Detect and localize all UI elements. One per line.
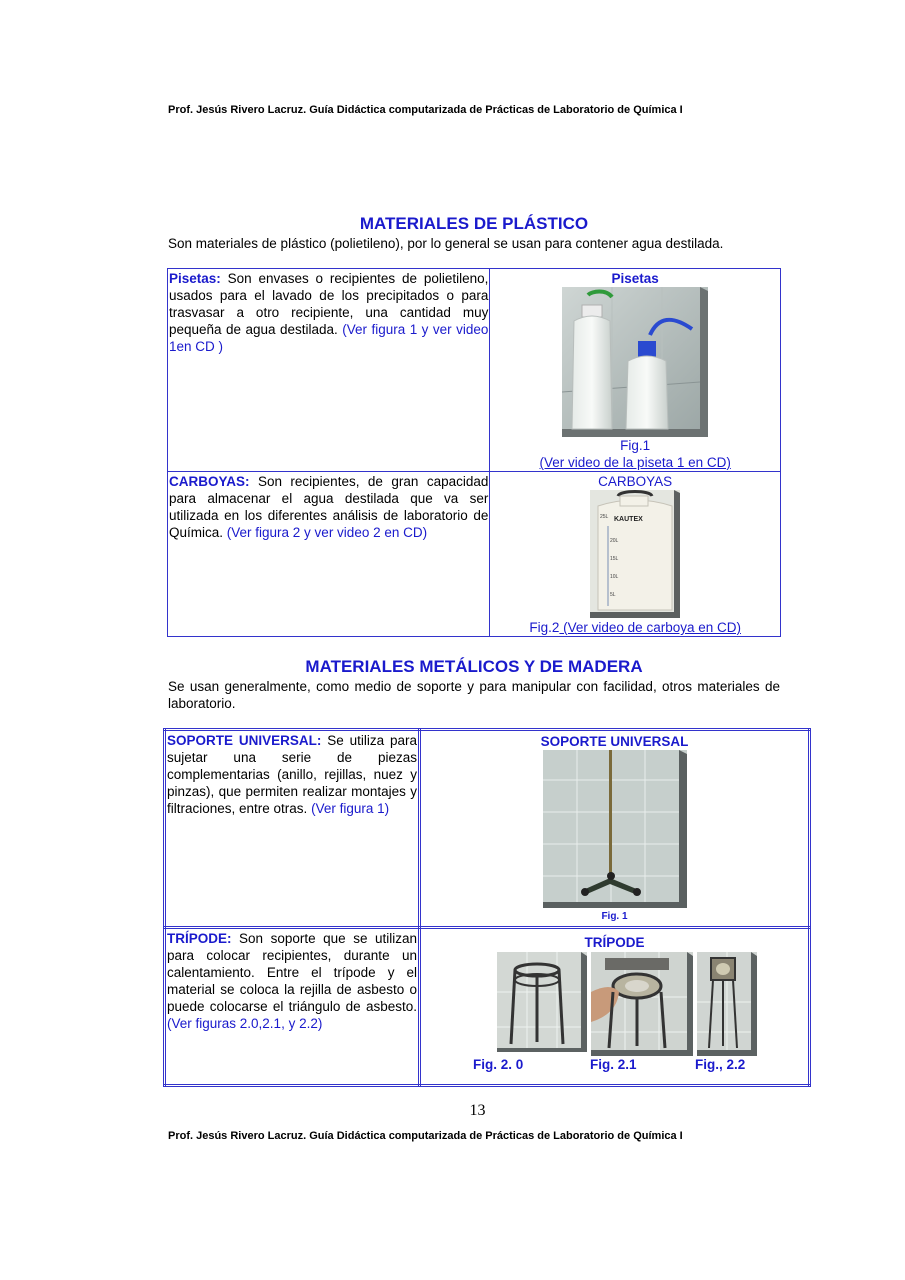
carboya-fig-number: Fig.2 [529,620,560,635]
carboya-brand-label: KAUTEX [614,516,643,523]
metal-section-intro: Se usan generalmente, como medio de soporte y para manipular con facilidad, otros materiales de laboratorio. [168,679,780,711]
tripode-photo-2-2 [697,952,757,1056]
piseta-image-title: Pisetas [611,271,659,286]
carboya-image-title: CARBOYAS [598,474,673,489]
metal-materials-table [163,728,811,1087]
carboya-mark: 20L [610,538,619,544]
tripode-description [165,928,420,1086]
carboya-text: Son recipientes, de gran capacidad para almacenar el agua destilada que va ser utilizada en los diferentes análisis de laboratorio de Química. [169,474,489,540]
soporte-figure-caption: Fig. 1 [601,911,628,922]
piseta-figure-cell [490,269,781,472]
table-row [168,472,781,637]
table-row [165,928,810,1086]
piseta-video-link[interactable]: (Ver video de la piseta 1 en CD) [539,455,731,470]
carboya-reference-link[interactable]: (Ver figura 2 y ver video 2 en CD) [226,525,428,540]
carboya-video-link[interactable]: (Ver video de carboya en CD) [559,620,741,635]
carboya-mark: 25L [600,514,609,520]
carboya-figure-cell [490,472,781,637]
page-footer: Prof. Jesús Rivero Lacruz. Guía Didáctica computarizada de Prácticas de Laboratorio de Química I [168,1130,683,1142]
carboya-term: CARBOYAS: [169,474,250,489]
carboya-figure-caption [490,619,780,636]
tripode-caption-2-1: Fig. 2.1 [590,1057,637,1072]
carboya-mark: 15L [610,556,619,562]
tripode-term: TRÍPODE: [167,931,232,946]
piseta-reference-link[interactable]: (Ver figura 1 y ver video 1en CD ) [169,322,489,354]
piseta-term: Pisetas: [169,271,221,286]
tripode-figure-cell [420,928,810,1086]
plastic-section-title: MATERIALES DE PLÁSTICO [359,214,589,233]
tripode-photo-2-1 [591,952,693,1056]
page-number: 13 [469,1102,486,1119]
carboya-mark: 10L [610,574,619,580]
soporte-image-title: SOPORTE UNIVERSAL [540,734,689,749]
tripode-reference-link[interactable]: (Ver figuras 2.0,2.1, y 2.2) [167,1016,323,1031]
tripode-caption-2-2: Fig., 2.2 [695,1057,746,1072]
soporte-term: SOPORTE UNIVERSAL: [167,733,322,748]
piseta-photo [562,287,708,437]
tripode-text: Son soporte que se utilizan para colocar recipientes, durante un calentamiento. Entre el trípode y el material se coloca la rejilla de asbesto o puede colocarse el triángulo de asbesto. [167,931,417,1014]
piseta-text: Son envases o recipientes de polietileno, usados para el lavado de los precipitados o para trasvasar a otro recipiente, una cantidad muy pequeña de agua destilada. [169,271,489,337]
metal-section-title: MATERIALES METÁLICOS Y DE MADERA [305,657,643,676]
table-row [168,269,781,472]
carboya-mark: 5L [610,592,616,598]
carboya-photo [590,490,680,618]
piseta-figure-caption: Fig.1 [620,438,651,453]
soporte-figure-cell [420,730,810,928]
soporte-description [165,730,420,928]
tripode-photo-2-0 [497,952,587,1052]
tripode-photos [421,952,808,1056]
soporte-text: Se utiliza para sujetar una serie de piezas complementarias (anillo, rejillas, nuez y pinzas), que permiten realizar montajes y filtraciones, entre otras. [167,733,417,816]
soporte-photo [543,750,687,908]
tripode-caption-2-0: Fig. 2. 0 [473,1057,524,1072]
tripode-image-title: TRÍPODE [584,935,645,950]
page-header: Prof. Jesús Rivero Lacruz. Guía Didáctica computarizada de Prácticas de Laboratorio de Química I [168,104,683,116]
plastic-materials-table [167,268,781,637]
soporte-reference-link[interactable]: (Ver figura 1) [311,801,390,816]
piseta-description [168,269,490,472]
table-row [165,730,810,928]
tripode-figure-captions [421,1056,808,1074]
plastic-section-intro: Son materiales de plástico (polietileno), por lo general se usan para contener agua destilada. [168,236,724,251]
carboya-description [168,472,490,637]
